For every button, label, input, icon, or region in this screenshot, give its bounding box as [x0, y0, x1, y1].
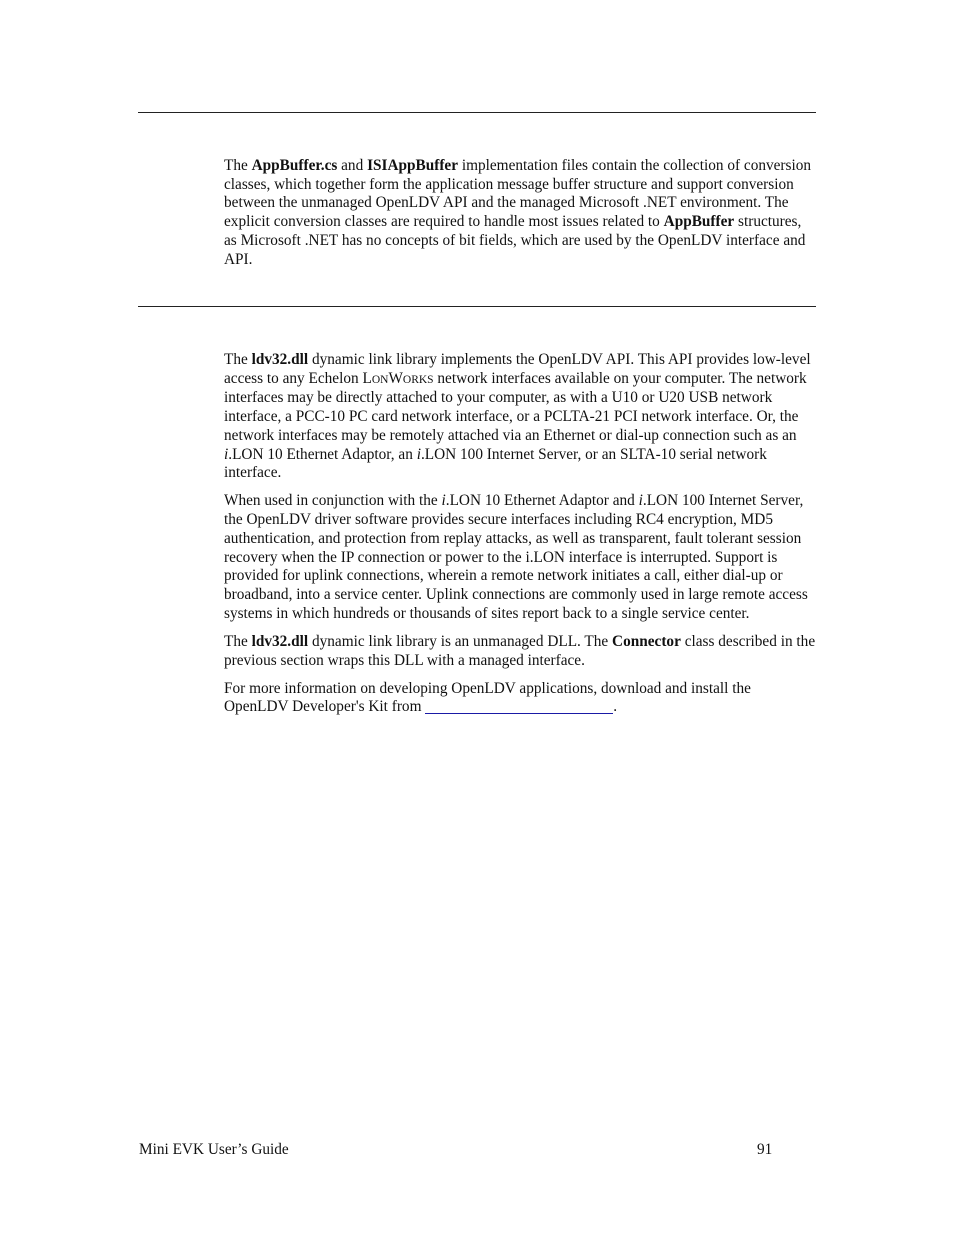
top-rule: [138, 112, 816, 113]
appbuffer-section: [224, 157, 816, 279]
ldv32-dll-term-2: ldv32.dll: [251, 632, 309, 650]
developer-kit-link[interactable]: [425, 699, 613, 714]
more-info-paragraph: For more information on developing OpenLDV applications, download and install the OpenLDV Developer's Kit from .: [224, 679, 751, 716]
isiappbuffer-term: ISIAppBuffer: [367, 157, 459, 174]
connector-term: Connector: [612, 632, 681, 650]
ldv32-intro-paragraph: The ldv32.dll dynamic link library implements the OpenLDV API. This API provides low-level access to any Echelon LONWORKS network interfaces available on your computer. The network interfaces may be directly attached to your computer, as with a U10 or U20 USB network interface, a PCC-10 PC card network interface, or a PCLTA-21 PCI network interface. Or, the network interfaces may be remotely attached via an Ethernet or dial-up connection such as an i.LON 10 Ethernet Adaptor, an i.LON 100 Internet Server, or an SLTA-10 serial network interface.: [224, 351, 811, 482]
section-rule: [138, 306, 816, 307]
appbuffer-term: AppBuffer: [663, 213, 735, 231]
footer-title: Mini EVK User’s Guide: [139, 1141, 289, 1158]
unmanaged-dll-paragraph: The ldv32.dll dynamic link library is an unmanaged DLL. The Connector class described in the previous section wraps this DLL with a managed interface.: [224, 632, 816, 669]
appbuffer-paragraph: The AppBuffer.cs and ISIAppBuffer implementation files contain the collection of conversion classes, which together form the application message buffer structure and support conversion between the unmanaged OpenLDV API and the managed Microsoft .NET environment. The explicit conversion classes are required to handle most issues related to AppBuffer structures, as Microsoft .NET has no concepts of bit fields, which are used by the OpenLDV interface and API.: [224, 157, 812, 268]
ldv32-dll-term: ldv32.dll: [251, 351, 309, 368]
ldv32-section: [224, 351, 816, 727]
ilon-paragraph: When used in conjunction with the i.LON 10 Ethernet Adaptor and i.LON 100 Internet Server, the OpenLDV driver software provides secure interfaces including RC4 encryption, MD5 authentication, and protection from replay attacks, as well as transparent, fault tolerant session recovery when the IP connection or power to the i.LON interface is interrupted. Support is provided for uplink connections, wherein a remote network initiates a call, either dial-up or broadband, into a service center. Uplink connections are commonly used in large remote access systems in which hundreds or thousands of sites report back to a single service center.: [224, 492, 808, 622]
appbuffer-cs-term: AppBuffer.cs: [251, 157, 338, 174]
page-number: 91: [757, 1141, 773, 1158]
